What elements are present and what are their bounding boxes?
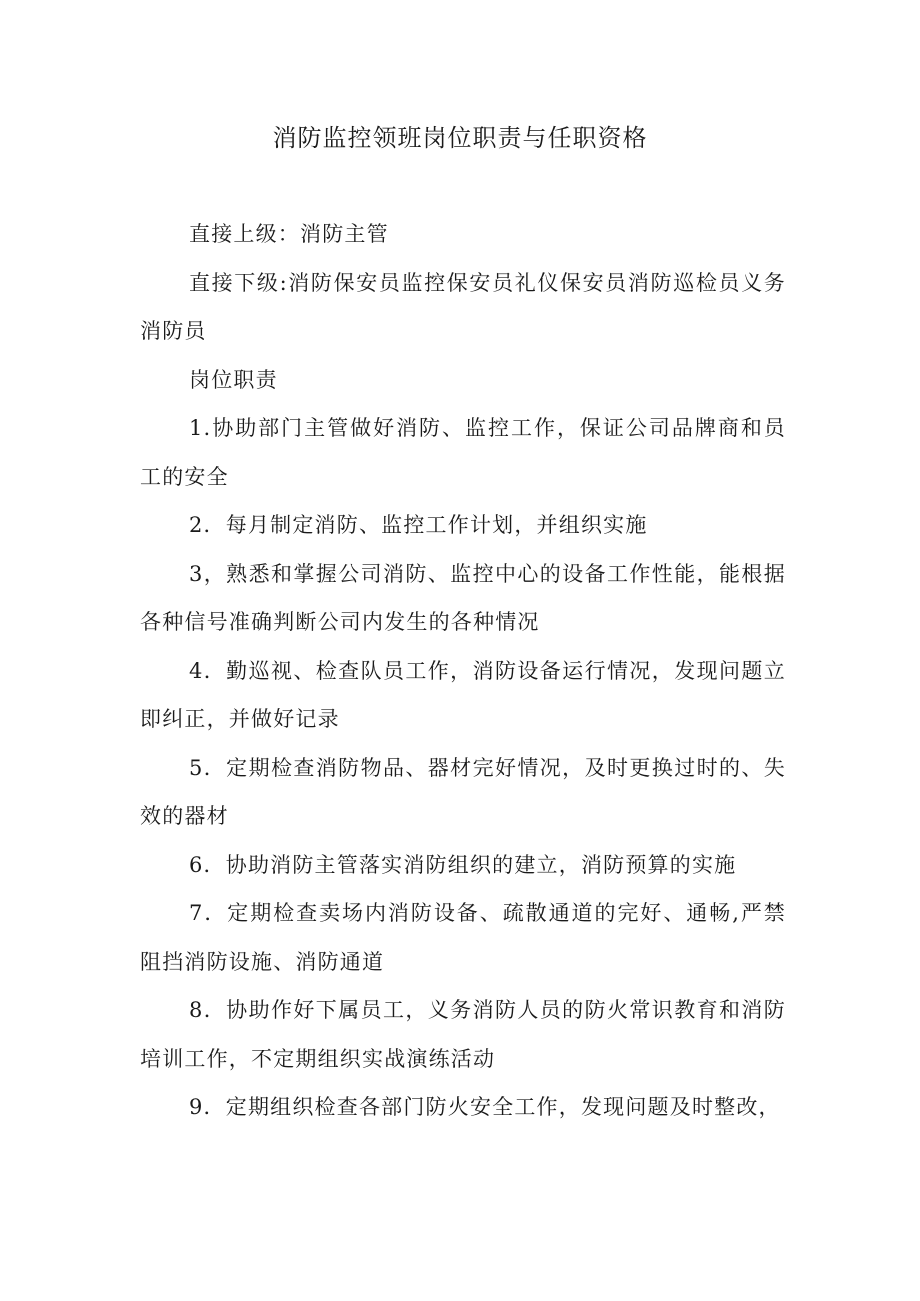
paragraph-duty-1: 1.协助部门主管做好消防、监控工作，保证公司品牌商和员工的安全 [140,416,786,489]
paragraph-section-heading: 岗位职责 [189,367,278,392]
paragraph-duty-5: 5．定期检查消防物品、器材完好情况，及时更换过时的、失效的器材 [140,755,786,828]
paragraph-direct-subordinates: 直接下级:消防保安员监控保安员礼仪保安员消防巡检员义务消防员 [140,270,786,343]
paragraph-duty-9: 9．定期组织检查各部门防火安全工作，发现问题及时整改， [189,1095,781,1119]
document-title: 消防监控领班岗位职责与任职资格 [272,124,648,152]
paragraph-duty-2: 2．每月制定消防、监控工作计划，并组织实施 [189,513,648,537]
paragraph-duty-7: 7．定期检查卖场内消防设备、疏散通道的完好、通畅,严禁阻挡消防设施、消防通道 [140,901,786,974]
paragraph-direct-superior: 直接上级：消防主管 [189,222,389,246]
paragraph-duty-8: 8．协助作好下属员工，义务消防人员的防火常识教育和消防培训工作，不定期组织实战演练活动 [140,998,786,1071]
document-body [140,210,786,1132]
paragraph-duty-4: 4．勤巡视、检查队员工作，消防设备运行情况，发现问题立即纠正，并做好记录 [140,658,786,731]
paragraph-duty-6: 6．协助消防主管落实消防组织的建立，消防预算的实施 [189,852,737,877]
paragraph-duty-3: 3，熟悉和掌握公司消防、监控中心的设备工作性能，能根据各种信号准确判断公司内发生的各种情况 [140,561,786,634]
